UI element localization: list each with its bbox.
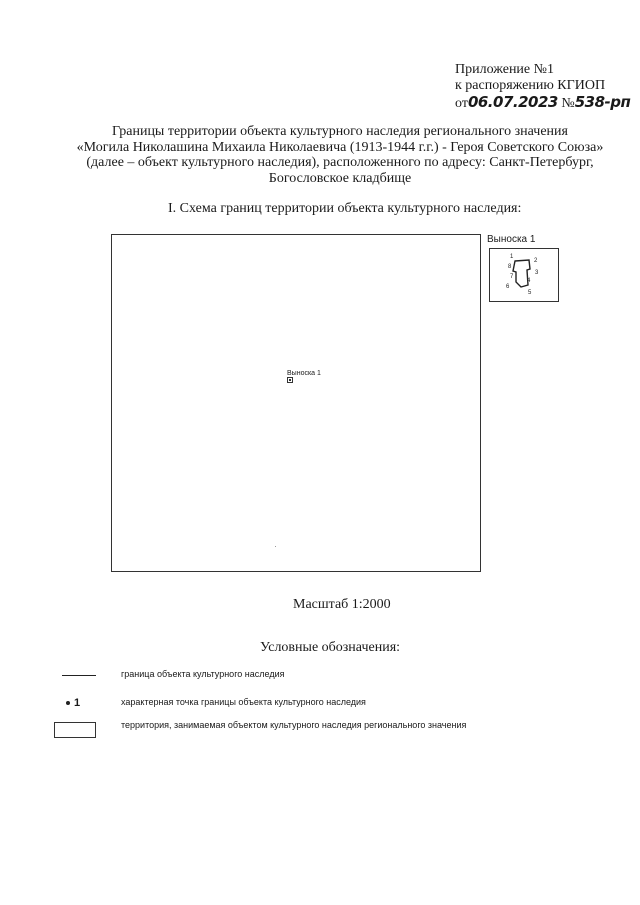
appendix-date-number [455, 94, 635, 112]
map-dot [275, 546, 276, 547]
point-dot-icon [66, 701, 70, 705]
title-line-3: (далее – объект культурного наследия), расположенного по адресу: Санкт-Петербург, [86, 155, 594, 170]
map-scale: Масштаб 1:2000 [293, 597, 391, 612]
section-heading: I. Схема границ территории объекта культурного наследия: [168, 201, 522, 216]
title-line-2: «Могила Николашина Михаила Николаевича (1913-1944 г.г.) - Героя Советского Союза» [76, 139, 604, 155]
legend-boundary-text: граница объекта культурного наследия [121, 669, 285, 679]
appendix-number: 538-рп [574, 93, 631, 111]
appendix-number-sign: № [561, 96, 575, 111]
inset-point-label: 4 [527, 278, 531, 284]
inset-point-label: 1 [510, 254, 514, 260]
legend-point-symbol [66, 697, 80, 709]
inset-point-label: 6 [506, 284, 510, 290]
inset-point-label: 2 [534, 258, 538, 264]
legend-point-number: 1 [74, 697, 81, 709]
inset-point-label: 7 [510, 274, 514, 280]
legend-area-symbol [54, 722, 96, 738]
legend-area-text: территория, занимаемая объектом культурного наследия регионального значения [121, 720, 467, 730]
appendix-title: Приложение №1 [455, 62, 554, 77]
appendix-from: от [455, 96, 468, 111]
title-line-4: Богословское кладбище [268, 170, 412, 186]
legend-heading: Условные обозначения: [260, 640, 401, 655]
map-callout-label: Выноска 1 [287, 370, 321, 377]
inset-title: Выноска 1 [487, 234, 536, 245]
inset-point-label: 3 [535, 270, 539, 276]
legend-point-text: характерная точка границы объекта культурного наследия [121, 697, 366, 707]
title-line-1: Границы территории объекта культурного наследия регионального значения [112, 124, 568, 139]
inset-point-label: 5 [528, 290, 532, 296]
inset-point-label: 8 [508, 264, 512, 270]
appendix-date: 06.07.2023 [467, 93, 558, 111]
legend-boundary-line-symbol [62, 675, 96, 676]
inset-diagram [499, 252, 549, 298]
document-title [60, 124, 620, 186]
map-frame [111, 234, 481, 572]
appendix-header [455, 62, 635, 112]
map-callout-marker [287, 377, 293, 383]
appendix-order-ref: к распоряжению КГИОП [455, 78, 606, 93]
